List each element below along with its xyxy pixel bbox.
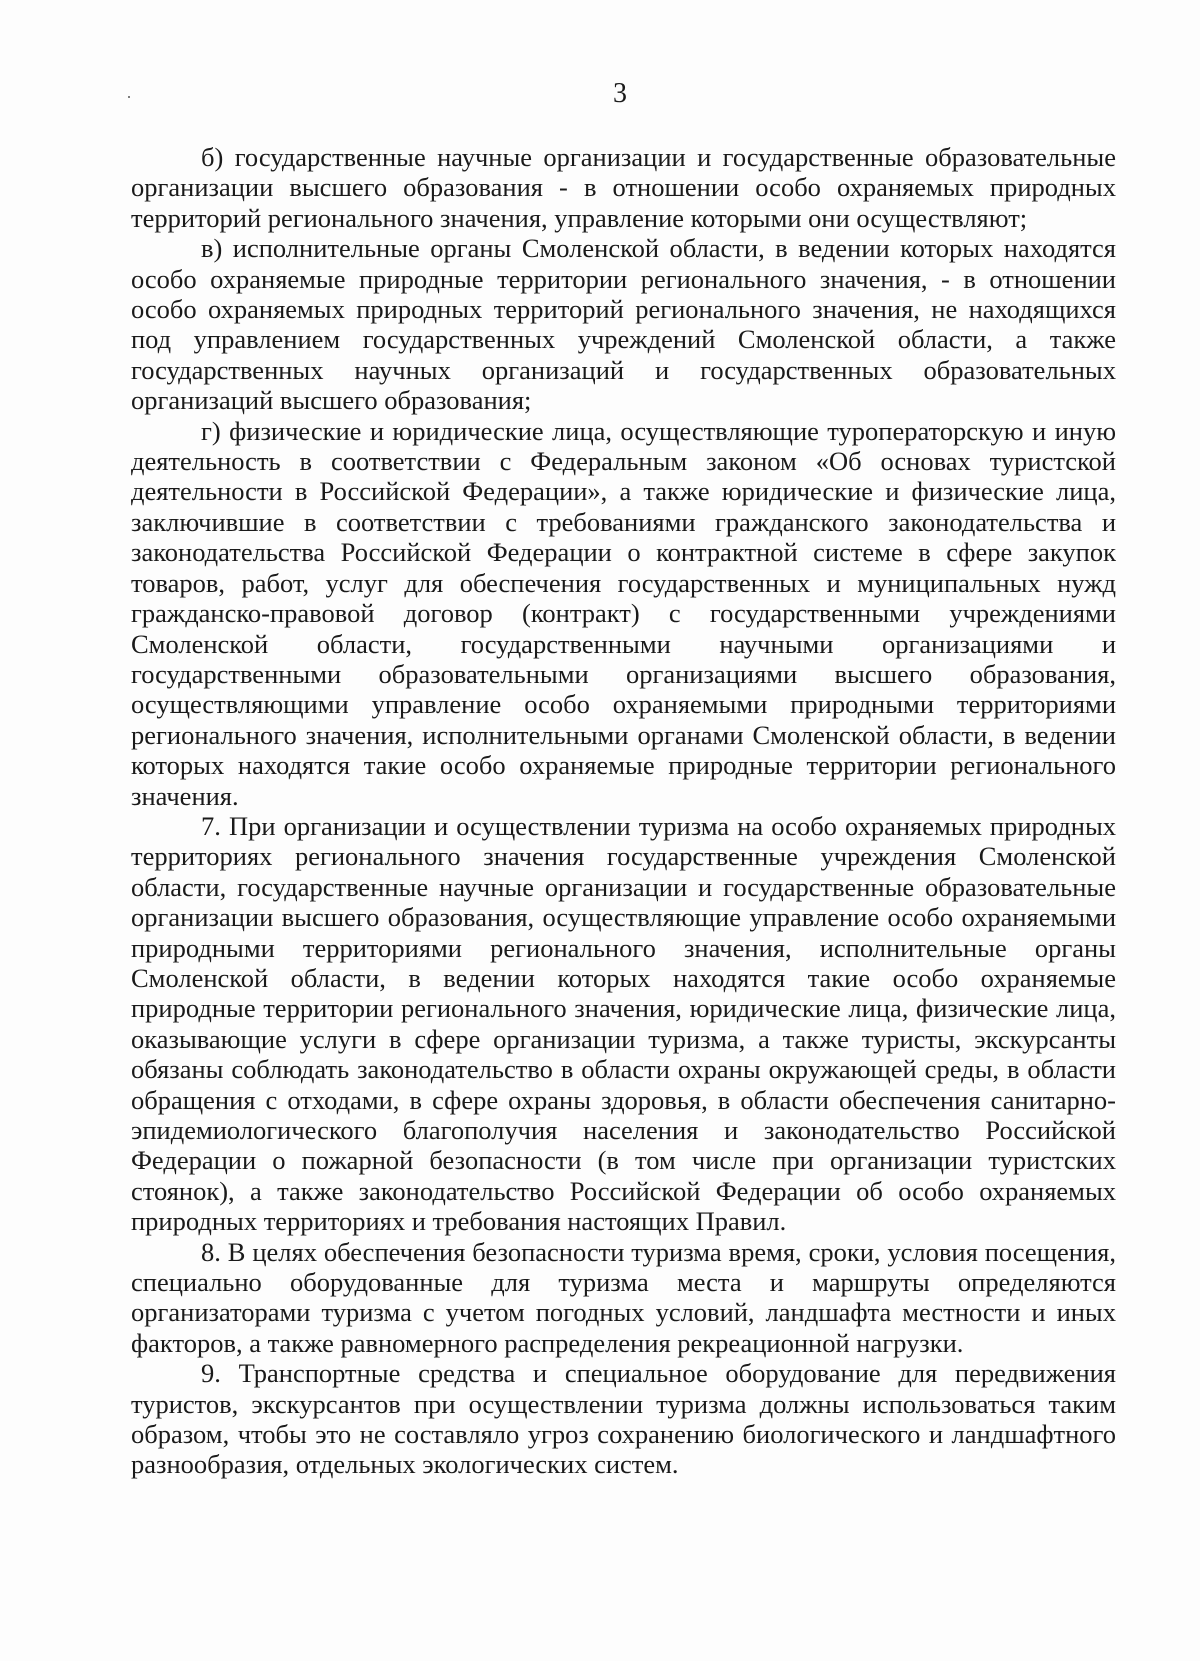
paragraph-7: 7. При организации и осуществлении туризма на особо охраняемых природных территориях регионального значения государственные учреждения Смоленской области, государственные научные организации и государственные образовательные организации высшего образования, осуществляющие управление особо охраняемыми природными территориями регионального значения, исполнительные органы Смоленской области, в ведении которых находятся такие особо охраняемые природные территории регионального значения, юридические лица, физические лица, оказывающие услуги в сфере организации туризма, а также туристы, экскурсанты обязаны соблюдать законодательство в области охраны окружающей среды, в области обращения с отходами, в сфере охраны здоровья, в области обеспечения санитарно-эпидемиологического благополучия населения и законодательство Российской Федерации о пожарной безопасности (в том числе при организации туристских стоянок), а также законодательство Российской Федерации об особо охраняемых природных территориях и требования настоящих Правил.	[131, 810, 1116, 1237]
paragraph-b: б) государственные научные организации и государственные образовательные организации высшего образования - в отношении особо охраняемых природных территорий регионального значения, управление которыми они осуществляют;	[131, 142, 1116, 233]
page-number: 3	[613, 78, 627, 109]
paragraph-9: 9. Транспортные средства и специальное оборудование для передвижения туристов, экскурсантов при осуществлении туризма должны использоваться таким образом, чтобы это не составляло угроз сохранению биологического и ландшафтного разнообразия, отдельных экологических систем.	[131, 1358, 1116, 1480]
document-body	[131, 142, 1116, 1480]
paragraph-8: 8. В целях обеспечения безопасности туризма время, сроки, условия посещения, специально оборудованные для туризма места и маршруты определяются организаторами туризма с учетом погодных условий, ландшафта местности и иных факторов, а также равномерного распределения рекреационной нагрузки.	[131, 1236, 1116, 1358]
paragraph-g: г) физические и юридические лица, осуществляющие туроператорскую и иную деятельность в соответствии с Федеральным законом «Об основах туристской деятельности в Российской Федерации», а также юридические и физические лица, заключившие в соответствии с требованиями гражданского законодательства и законодательства Российской Федерации о контрактной системе в сфере закупок товаров, работ, услуг для обеспечения государственных и муниципальных нужд гражданско-правовой договор (контракт) с государственными учреждениями Смоленской области, государственными научными организациями и государственными образовательными организациями высшего образования, осуществляющими управление особо охраняемыми природными территориями регионального значения, исполнительными органами Смоленской области, в ведении которых находятся такие особо охраняемые природные территории регионального значения.	[131, 415, 1116, 811]
paragraph-v: в) исполнительные органы Смоленской области, в ведении которых находятся особо охраняемые природные территории регионального значения, - в отношении особо охраняемых природных территорий регионального значения, не находящихся под управлением государственных учреждений Смоленской области, а также государственных научных организаций и государственных образовательных организаций высшего образования;	[131, 233, 1116, 416]
